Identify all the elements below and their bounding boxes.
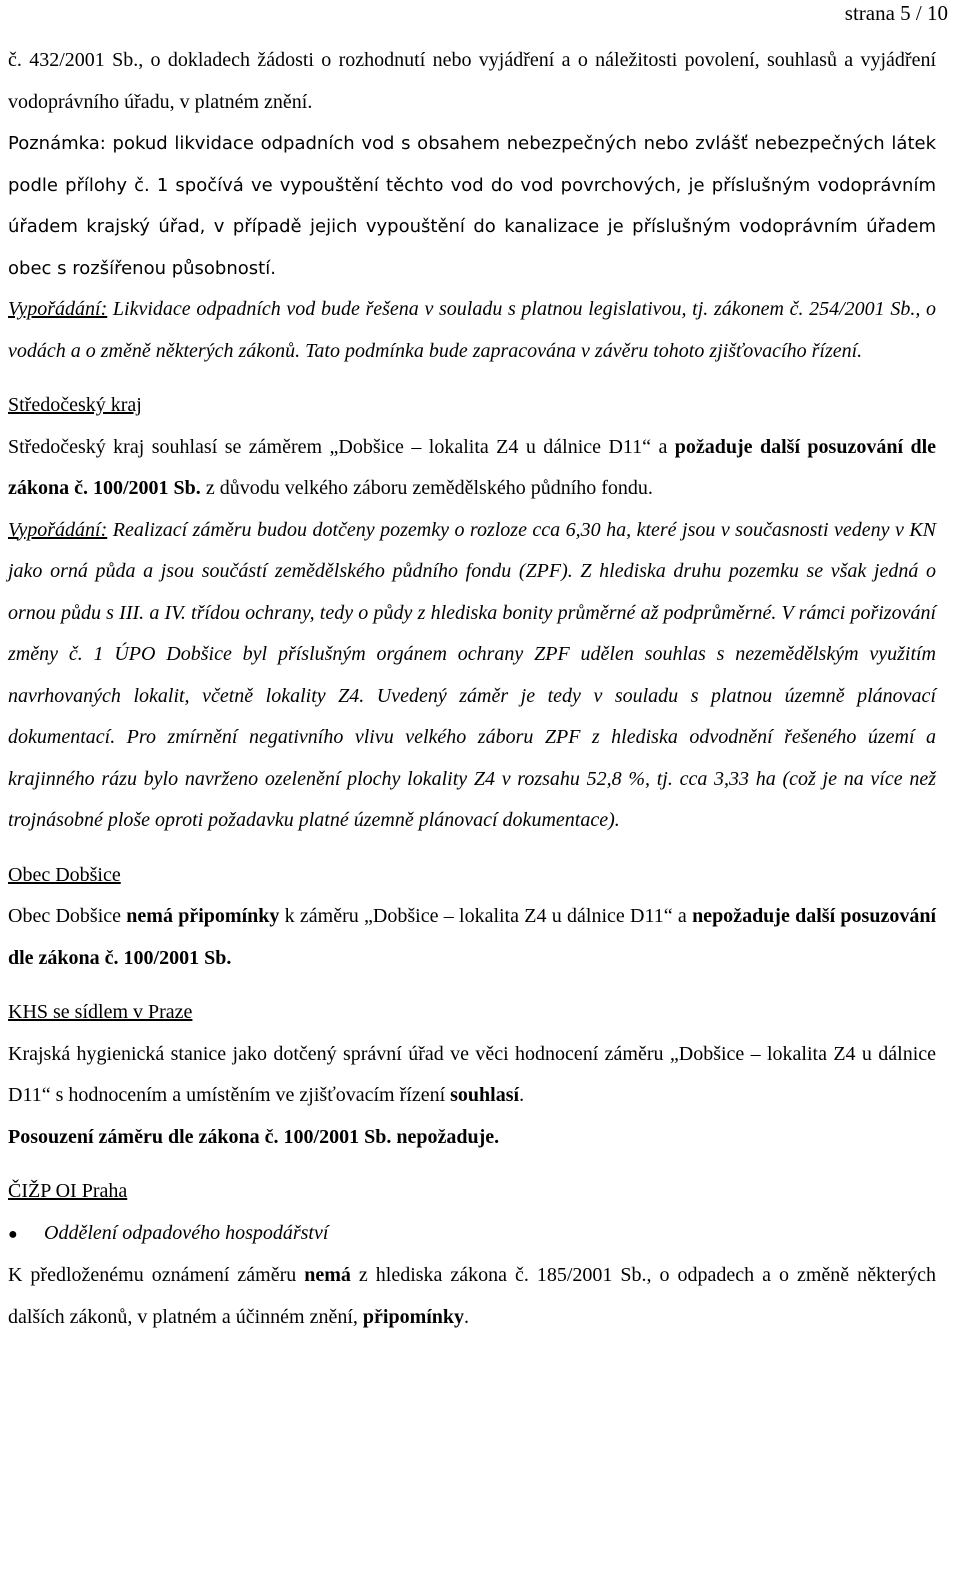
section-heading-khs: KHS se sídlem v Praze: [8, 1001, 193, 1023]
bullet-text: Oddělení odpadového hospodářství: [44, 1221, 329, 1244]
section-heading-obec-dobsice: Obec Dobšice: [8, 863, 121, 886]
regulation-text: č. 432/2001 Sb., o dokladech žádosti o rozhodnutí nebo vyjádření a o náležitosti povolení, souhlasů a vyjádření vodoprávního úřadu, v platném znění.: [8, 49, 936, 113]
resolution-label: Vypořádání:: [8, 518, 108, 541]
resolution-label: Vypořádání:: [8, 298, 108, 320]
note-text: Poznámka: pokud likvidace odpadních vod s obsahem nebezpečných nebo zvlášť nebezpečných látek podle přílohy č. 1 spočívá ve vypouštění těchto vod do vod povrchových, je příslušným vodoprávním úřadem krajský úřad, v případě jejich vypouštění do kanalizace je příslušným vodoprávním úřadem obec s rozšířenou působností.: [8, 133, 936, 279]
bold-segment: nepožaduje další posuzování dle zákona č. 100/2001 Sb.: [8, 905, 936, 969]
paragraph-cizp: [8, 1255, 936, 1338]
text-segment: .: [519, 1084, 525, 1106]
resolution-text: Likvidace odpadních vod bude řešena v souladu s platnou legislativou, tj. zákonem č. 254/2001 Sb., o vodách a o změně některých zákonů. Tato podmínka bude zapracována v závěru tohoto zjišťovacího řízení.: [8, 298, 936, 362]
text-segment: k záměru „Dobšice – lokalita Z4 u dálnice D11“ a: [279, 905, 693, 927]
document-body: [8, 40, 936, 1338]
paragraph-resolution-zpf: [8, 510, 936, 842]
paragraph-resolution-wastewater: [8, 289, 936, 372]
section-heading-stredocesky-kraj: Středočeský kraj: [8, 394, 142, 416]
paragraph-note: [8, 123, 936, 289]
bold-segment: požaduje další posuzování dle zákona č. 100/2001 Sb.: [8, 435, 937, 499]
text-segment: Krajská hygienická stanice jako dotčený správní úřad ve věci hodnocení záměru „Dobšice – lokalita Z4 u dálnice D11“ s hodnocením a umístěním ve zjišťovacím řízení: [8, 1042, 936, 1106]
bold-segment: nemá: [304, 1264, 351, 1286]
bullet-icon: ●: [8, 1225, 18, 1243]
paragraph-regulation: [8, 40, 936, 123]
bullet-item: [8, 1213, 936, 1256]
text-segment: Obec Dobšice: [8, 905, 127, 927]
bold-segment: připomínky: [362, 1305, 465, 1328]
section-heading-cizp: ČIŽP OI Praha: [8, 1180, 128, 1202]
paragraph-khs: [8, 1034, 936, 1117]
text-segment: z důvodu velkého záboru zemědělského půdního fondu.: [200, 477, 653, 499]
text-segment: z hlediska zákona č. 185/2001 Sb., o odpadech a o změně některých dalších zákonů, v platném a účinném znění,: [8, 1264, 936, 1328]
paragraph-khs-conclusion: Posouzení záměru dle zákona č. 100/2001 Sb. nepožaduje.: [8, 1125, 500, 1148]
text-segment: Středočeský kraj souhlasí se záměrem „Dobšice – lokalita Z4 u dálnice D11“ a: [8, 435, 675, 458]
page-number: strana 5 / 10: [844, 1, 948, 25]
text-segment: .: [464, 1305, 470, 1328]
paragraph-stredocesky-kraj: [8, 427, 936, 510]
paragraph-obec-dobsice: [8, 896, 936, 979]
text-segment: K předloženému oznámení záměru: [8, 1264, 305, 1286]
resolution-text: Realizací záměru budou dotčeny pozemky o rozloze cca 6,30 ha, které jsou v současnosti vedeny v KN jako orná půda a jsou součástí zemědělského půdního fondu (ZPF). Z hlediska druhu pozemku se však jedná o ornou půdu s III. a IV. třídou ochrany, tedy o půdy z hlediska bonity průměrné až podprůměrné. V rámci pořizování změny č. 1 ÚPO Dobšice byl příslušným orgánem ochrany ZPF udělen souhlas s nezemědělským využitím navrhovaných lokalit, včetně lokality Z4. Uvedený záměr je tedy v souladu s platnou územně plánovací dokumentací. Pro zmírnění negativního vlivu velkého záboru ZPF z hlediska odvodnění řešeného území a krajinného rázu bylo navrženo ozelenění plochy lokality Z4 v rozsahu 52,8 %, tj. cca 3,33 ha (což je na více než trojnásobné ploše oproti požadavku platné územně plánovací dokumentace).: [8, 518, 936, 831]
bold-segment: nemá připomínky: [126, 905, 280, 927]
bold-segment: souhlasí: [450, 1084, 520, 1106]
